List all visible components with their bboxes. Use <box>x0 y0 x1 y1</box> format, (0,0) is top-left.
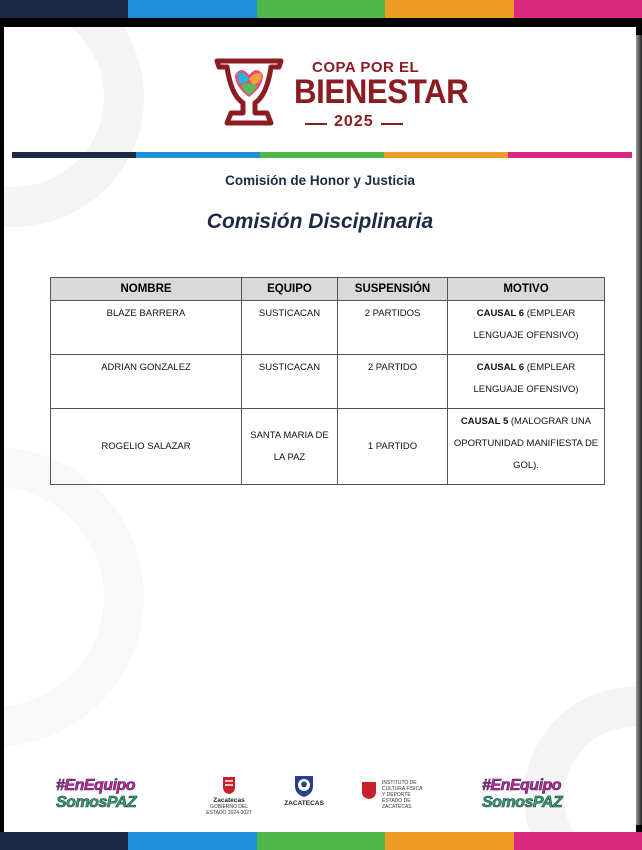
hashtag-logo-right <box>482 777 562 811</box>
cell-suspension: 2 PARTIDOS <box>338 301 448 355</box>
zacatecas-logo-name: Zacatecas <box>213 797 245 804</box>
cell-motivo <box>448 409 605 485</box>
sanctions-table <box>50 277 605 485</box>
institute-line-1: INSTITUTO DE <box>382 780 417 786</box>
page-edge-shadow <box>636 35 642 825</box>
club-logo-name: ZACATECAS <box>284 800 324 807</box>
cell-equipo: SUSTICACAN <box>242 355 338 409</box>
year-rule-right <box>381 123 403 125</box>
soccer-ball-icon <box>292 774 316 798</box>
causal-label: CAUSAL 6 <box>476 362 525 373</box>
top-color-stripe <box>0 0 642 18</box>
institute-crest-icon <box>360 780 378 800</box>
zacatecas-logo-sub: GOBIERNO DEL ESTADO 2024-2027 <box>206 804 252 816</box>
hashtag-line-2: SomosPAZ <box>56 794 137 811</box>
institute-line-2: CULTURA FÍSICA <box>382 786 423 792</box>
motivo-text: (EMPLEAR LENGUAJE OFENSIVO) <box>473 362 579 395</box>
column-header-nombre: NOMBRE <box>51 278 242 301</box>
column-header-motivo: MOTIVO <box>448 278 605 301</box>
hashtag-logo-left <box>56 777 136 811</box>
year-rule-left <box>305 123 327 125</box>
bottom-color-stripe <box>0 832 642 850</box>
institute-text <box>382 780 440 810</box>
cell-suspension: 1 PARTIDO <box>338 409 448 485</box>
club-zacatecas-logo <box>282 774 326 807</box>
cell-equipo: SANTA MARIA DE LA PAZ <box>242 409 338 485</box>
cell-motivo <box>448 301 605 355</box>
motivo-text: (EMPLEAR LENGUAJE OFENSIVO) <box>473 308 579 341</box>
trophy-icon <box>209 55 289 131</box>
cell-nombre: BLAZE BARRERA <box>51 301 242 355</box>
institute-logo <box>360 780 440 810</box>
column-header-suspension: SUSPENSIÓN <box>338 278 448 301</box>
cell-nombre: ADRIAN GONZALEZ <box>51 355 242 409</box>
institute-line-3: Y DEPORTE <box>382 792 411 798</box>
copa-bienestar-logo <box>209 55 469 135</box>
motivo-text: (MALOGRAR UNA OPORTUNIDAD MANIFIESTA DE GOL). <box>453 416 599 471</box>
document-title: Comisión Disciplinaria <box>206 210 434 233</box>
institute-line-4: ESTADO DE ZACATECAS <box>382 798 412 810</box>
hashtag-line-1: #EnEquipo <box>482 777 562 794</box>
cell-suspension: 2 PARTIDO <box>338 355 448 409</box>
causal-label: CAUSAL 5 <box>460 416 509 427</box>
cell-equipo: SUSTICACAN <box>242 301 338 355</box>
hashtag-line-2: SomosPAZ <box>482 794 563 811</box>
background-swirl <box>4 27 144 227</box>
table-row <box>51 409 605 485</box>
logo-line-1: COPA POR EL <box>312 59 420 76</box>
table-header-row <box>51 278 605 301</box>
cell-motivo <box>448 355 605 409</box>
document-page <box>4 27 636 832</box>
header-color-bar <box>12 152 632 158</box>
zacatecas-government-logo <box>204 775 254 816</box>
background-swirl <box>4 447 144 747</box>
zacatecas-crest-icon <box>221 775 237 795</box>
cell-nombre: ROGELIO SALAZAR <box>51 409 242 485</box>
footer <box>4 772 636 822</box>
causal-label: CAUSAL 6 <box>476 308 525 319</box>
table-row <box>51 301 605 355</box>
table-row <box>51 355 605 409</box>
hashtag-line-1: #EnEquipo <box>56 777 136 794</box>
logo-year: 2025 <box>334 113 374 130</box>
logo-line-2: BIENESTAR <box>294 73 469 111</box>
column-header-equipo: EQUIPO <box>242 278 338 301</box>
document-subtitle: Comisión de Honor y Justicia <box>225 173 415 188</box>
